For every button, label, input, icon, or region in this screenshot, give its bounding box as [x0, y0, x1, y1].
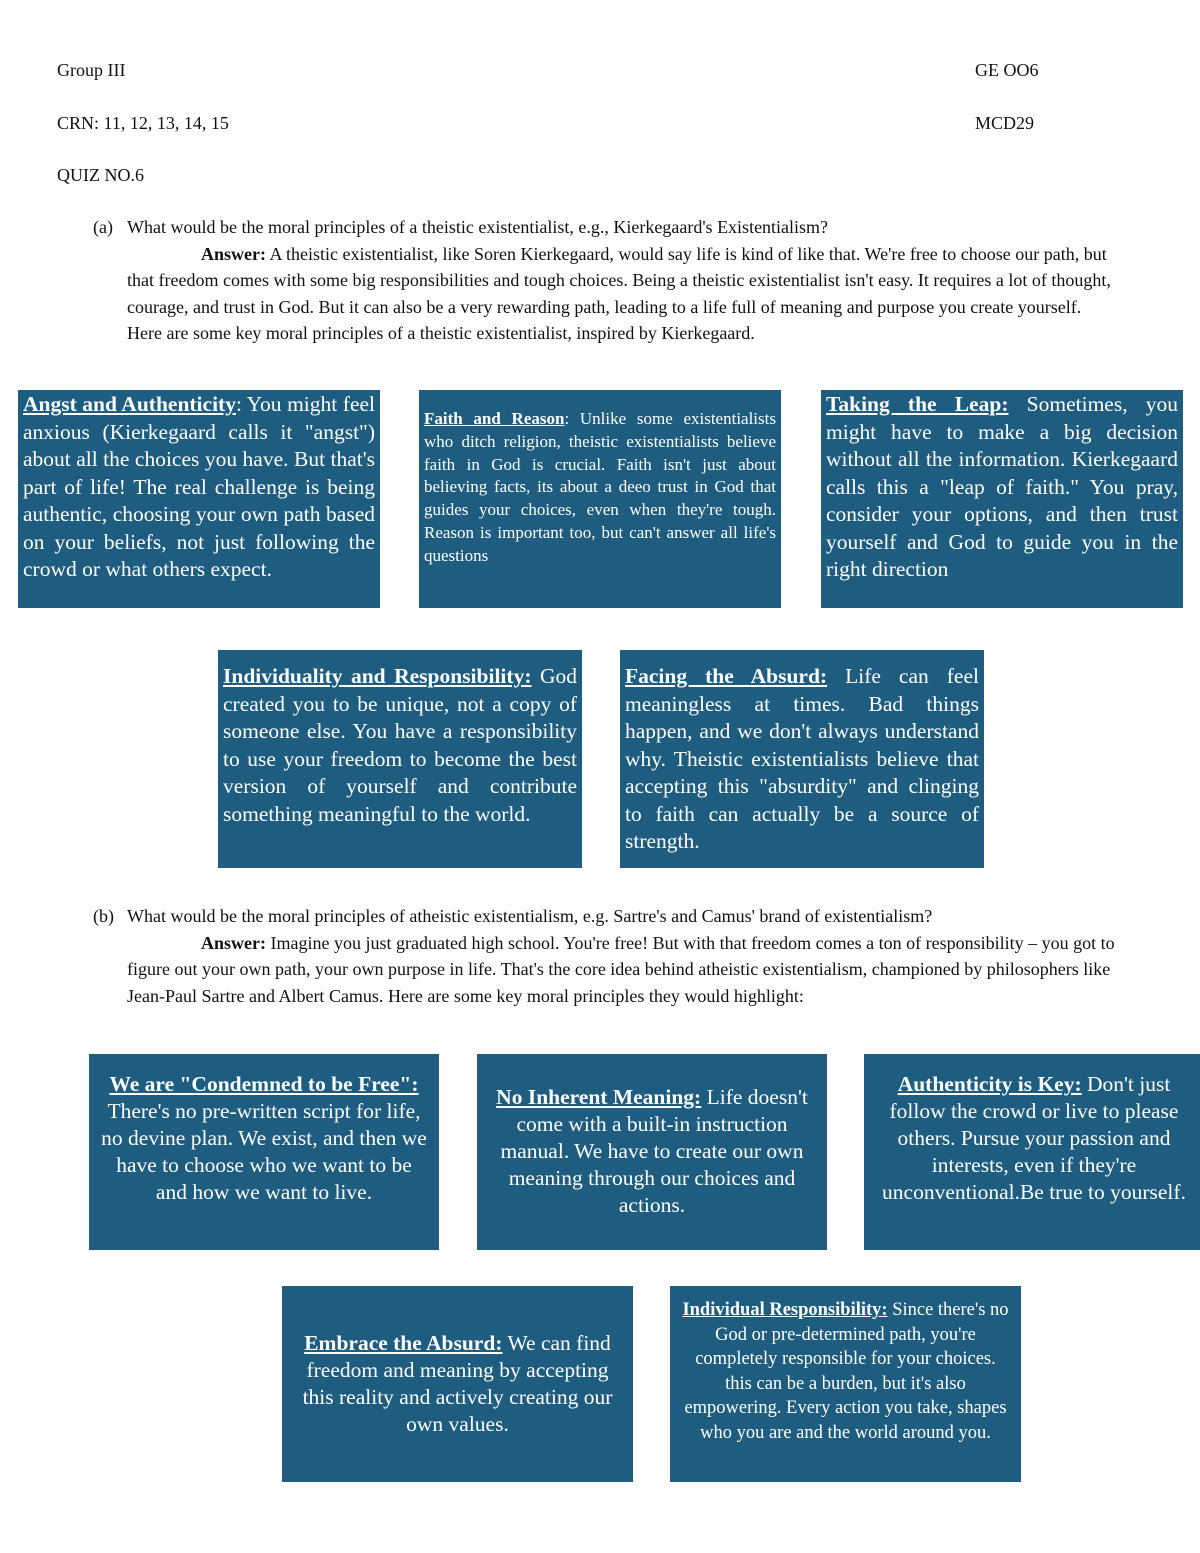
- box-text: Unlike some existentialists who ditch religion, theistic existentialists believe faith in God is crucial. Faith isn't just about believing facts, its about a deeo trust in God that guides your choices, even when they're tough. Reason is important too, but can't answer all life's questions: [424, 409, 776, 565]
- box-text: Don't just follow the crowd or live to please others. Pursue your passion and interests, even if they're unconventional.Be true to yourself.: [882, 1072, 1186, 1204]
- box-condemned-free: [89, 1054, 439, 1250]
- box-text: Since there's no God or pre-determined path, you're completely responsible for your choices. this can be a burden, but it's also empowering. Every action you take, shapes who you are and the world around you.: [684, 1300, 1009, 1443]
- header-quiz: QUIZ NO.6: [57, 165, 144, 185]
- question-b-marker: (b): [93, 906, 114, 926]
- question-a-marker: (a): [93, 217, 113, 237]
- box-title: Individual Responsibility:: [682, 1300, 888, 1320]
- box-no-inherent-meaning: [477, 1054, 827, 1250]
- box-title: Individuality and Responsibility: [223, 664, 525, 688]
- box-taking-leap: [821, 390, 1183, 608]
- box-text: Sometimes, you might have to make a big decision without all the information. Kierkegaard calls this a "leap of faith." You pray, consider your options, and then trust yourself and God to guide you in the right direction: [826, 392, 1178, 581]
- box-title: Angst and Authenticity: [23, 392, 236, 416]
- box-title-sep: :: [524, 664, 532, 688]
- question-a: [93, 214, 1112, 347]
- box-facing-absurd: [620, 650, 984, 868]
- box-title-sep: :: [564, 409, 570, 428]
- answer-a-label: Answer:: [201, 243, 266, 264]
- box-title: Facing the Absurd: [625, 664, 820, 688]
- header-section: MCD29: [975, 113, 1035, 133]
- header-crn: CRN: 11, 12, 13, 14, 15: [57, 113, 229, 133]
- box-title: Faith and Reason: [424, 409, 565, 428]
- box-title: No Inherent Meaning:: [496, 1085, 702, 1109]
- box-individuality-responsibility: [218, 650, 582, 868]
- box-title: We are "Condemned to be Free":: [109, 1072, 419, 1096]
- box-authenticity-key: [864, 1054, 1200, 1250]
- box-title: Embrace the Absurd:: [304, 1331, 503, 1355]
- question-b: [93, 903, 1127, 1009]
- box-title: Taking the Leap: [826, 392, 1002, 416]
- box-text: God created you to be unique, not a copy of someone else. You have a responsibility to use your freedom to become the best version of yourself and contribute something meaningful to the world.: [223, 664, 577, 826]
- box-faith-reason: [419, 390, 781, 608]
- box-title-sep: :: [819, 664, 828, 688]
- header-course-code: GE OO6: [975, 60, 1039, 80]
- answer-b-label: Answer:: [201, 932, 266, 953]
- box-individual-responsibility: [670, 1286, 1021, 1482]
- box-text: We can find freedom and meaning by accepting this reality and actively creating our own values.: [302, 1331, 613, 1436]
- box-title-sep: :: [235, 392, 242, 416]
- answer-a: [127, 241, 1112, 347]
- box-title: Authenticity is Key:: [897, 1072, 1082, 1096]
- box-text: There's no pre-written script for life, no devine plan. We exist, and then we have to choose who we want to be and how we want to live.: [101, 1099, 427, 1204]
- box-angst-authenticity: [18, 390, 380, 608]
- box-text: Life doesn't come with a built-in instruction manual. We have to create our own meaning through our choices and actions.: [500, 1085, 808, 1217]
- answer-a-text: A theistic existentialist, like Soren Kierkegaard, would say life is kind of like that. We're free to choose our path, but that freedom comes with some big responsibilities and tough choices. Being a theistic existentialist isn't easy. It requires a lot of thought, courage, and trust in God. But it can also be a very rewarding path, leading to a life full of meaning and purpose you create yourself. Here are some key moral principles of a theistic existentialist, inspired by Kierkegaard.: [127, 243, 1111, 344]
- box-embrace-absurd: [282, 1286, 633, 1482]
- header-group: Group III: [57, 60, 126, 80]
- box-text: You might feel anxious (Kierkegaard calls it "angst") about all the choices you have. But that's part of life! The real challenge is being authentic, choosing your own path based on your beliefs, not just following the crowd or what others expect.: [23, 392, 376, 581]
- box-title-sep: :: [1001, 392, 1009, 416]
- box-text: Life can feel meaningless at times. Bad things happen, and we don't always understand why. Theistic existentialists believe that accepting this "absurdity" and clinging to faith can actually be a source of strength.: [625, 664, 979, 853]
- answer-b: [127, 930, 1127, 1010]
- answer-b-text: Imagine you just graduated high school. You're free! But with that freedom comes a ton of responsibility – you got to figure out your own path, your own purpose in life. That's the core idea behind atheistic existentialism, championed by philosophers like Jean-Paul Sartre and Albert Camus. Here are some key moral principles they would highlight:: [127, 932, 1115, 1006]
- question-a-text: What would be the moral principles of a theistic existentialist, e.g., Kierkegaard's Existentialism?: [127, 217, 829, 237]
- question-b-text: What would be the moral principles of atheistic existentialism, e.g. Sartre's and Camus' brand of existentialism?: [127, 906, 933, 926]
